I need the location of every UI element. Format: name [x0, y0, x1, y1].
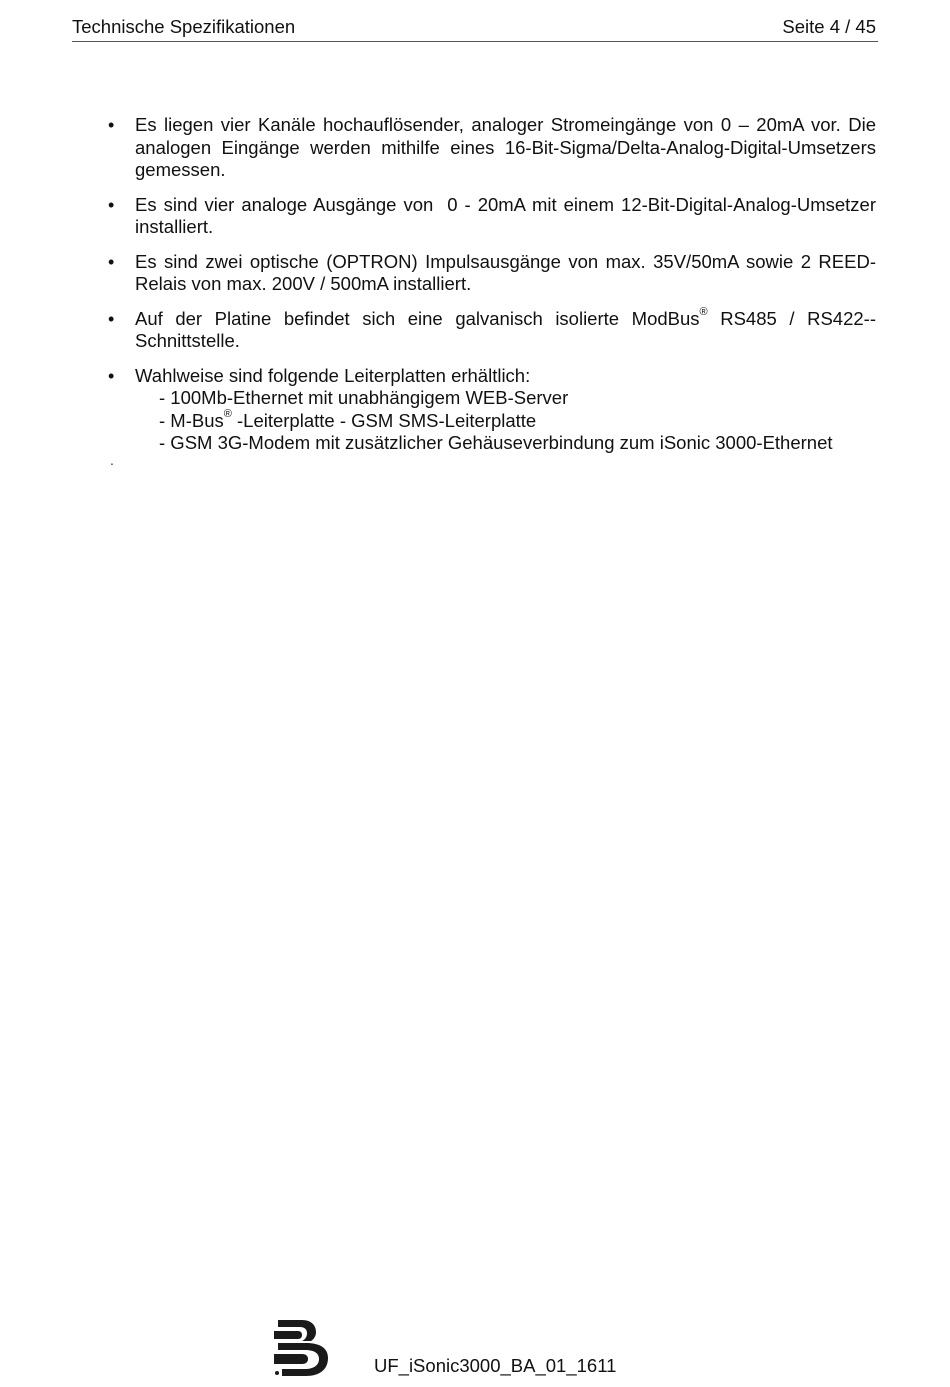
bullet-icon: • — [108, 308, 115, 329]
mbus-text-after: -Leiterplatte - GSM SMS-Leiterplatte — [231, 409, 537, 431]
registered-mark: ® — [223, 408, 232, 421]
trailing-dot: . — [110, 452, 114, 468]
bullet-text: Es sind vier analoge Ausgänge von 0 - 20mA mit einem 12-Bit-Digital-Analog-Umsetzer installiert. — [135, 193, 882, 237]
header-title: Technische Spezifikationen — [72, 16, 296, 37]
document-code: UF_iSonic3000_BA_01_1611 — [374, 1355, 617, 1376]
option-item: - 100Mb-Ethernet mit unabhängigem WEB-Server — [159, 387, 569, 408]
bullet-text: Es liegen vier Kanäle hochauflösender, analoger Stromeingänge von 0 – 20mA vor. Die analogen Eingänge werden mithilfe eines 16-Bit-Sigma/Delta-Analog-Digital-Umsetzers gemessen. — [135, 114, 876, 180]
list-item — [108, 308, 876, 353]
bullet-icon: • — [108, 115, 115, 135]
page-number: Seite 4 / 45 — [782, 16, 876, 37]
bullet-text: Es sind zwei optische (OPTRON) Impulsausgänge von max. 35V/50mA sowie 2 REED-Relais von max. 200V / 500mA installiert. — [135, 250, 876, 294]
list-item — [108, 251, 876, 296]
spec-list — [108, 114, 882, 467]
modbus-text-after: RS485 / RS422--Schnittstelle. — [135, 307, 876, 351]
option-item — [159, 410, 876, 433]
page-header — [72, 16, 878, 42]
registered-mark: ® — [699, 306, 708, 319]
options-intro: Wahlweise sind folgende Leiterplatten erhältlich: — [135, 364, 531, 386]
bullet-icon: • — [108, 194, 115, 215]
bullet-icon: • — [108, 251, 115, 272]
company-logo — [272, 1318, 334, 1378]
modbus-text: Auf der Platine befindet sich eine galvanisch isolierte ModBus — [135, 307, 700, 329]
list-item — [108, 114, 876, 182]
options-list — [135, 387, 876, 455]
list-item — [108, 365, 876, 455]
option-item: - GSM 3G-Modem mit zusätzlicher Gehäuseverbindung zum iSonic 3000-Ethernet — [159, 432, 833, 453]
list-item — [108, 193, 882, 239]
mbus-text: - M-Bus — [159, 409, 224, 431]
bullet-text — [135, 308, 876, 353]
bullet-icon: • — [108, 365, 115, 386]
